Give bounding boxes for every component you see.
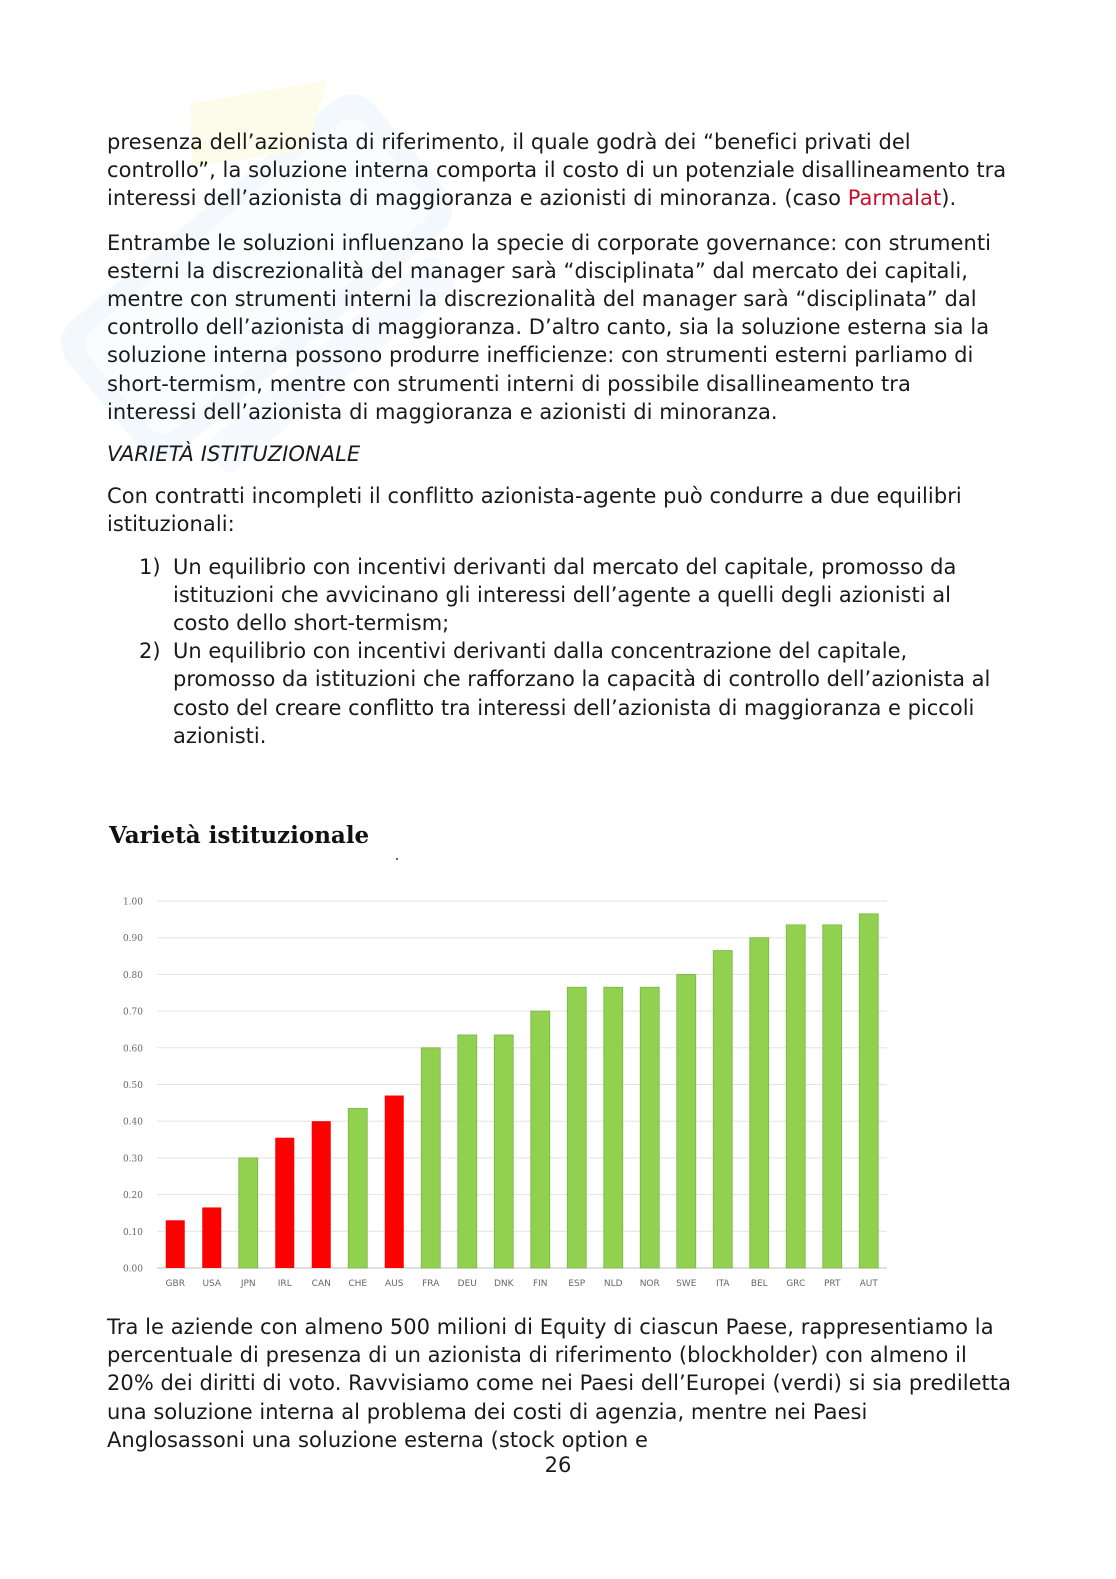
bar-aut [859,914,878,1268]
bar-deu [458,1035,477,1268]
list-item-number: 2) [139,639,161,664]
page-number: 26 [544,1453,572,1477]
parmalat-link[interactable]: Parmalat [847,186,942,211]
equilibria-list [107,553,1007,750]
bar-usa [202,1207,221,1268]
paragraph-3: Con contratti incompleti il conflitto azionista-agente può condurre a due equilibri istituzionali: [107,484,962,537]
chart-mark-dot [396,858,398,860]
x-tick-label: ITA [715,1279,730,1289]
bar-aus [385,1096,404,1268]
list-item-text: Un equilibrio con incentivi derivanti dal mercato del capitale, promosso da istituzioni che avvicinano gli interessi dell’agente a quelli degli azionisti al costo dello short-termism; [173,554,957,636]
x-tick-label: FRA [422,1279,440,1289]
x-tick-label: ESP [568,1279,586,1289]
y-tick-label: 0.30 [122,1154,143,1165]
y-tick-label: 0.50 [122,1081,143,1091]
bar-chart [107,880,897,1300]
y-tick-label: 0.70 [122,1007,143,1018]
x-tick-label: USA [202,1279,222,1289]
x-tick-label: SWE [676,1279,697,1289]
bar-ita [713,951,732,1268]
x-tick-label: GRC [786,1279,806,1289]
list-item [107,637,1007,750]
chart-title: Varietà istituzionale [109,822,370,849]
section-heading: VARIETÀ ISTITUZIONALE [107,442,361,467]
bar-swe [677,974,696,1268]
list-item-number: 1) [139,554,161,579]
y-tick-label: 0.40 [122,1117,143,1128]
x-tick-label: AUT [859,1279,878,1289]
list-item [107,553,1007,638]
x-tick-label: NLD [603,1279,623,1289]
bar-gbr [166,1220,185,1268]
bar-bel [750,938,769,1268]
y-tick-label: 0.10 [122,1227,143,1238]
x-tick-label: BEL [750,1279,768,1289]
x-tick-label: CAN [311,1279,331,1289]
bar-irl [275,1138,294,1268]
x-tick-label: DNK [493,1279,514,1289]
bar-dnk [494,1035,513,1268]
bar-che [348,1108,367,1268]
list-item-text: Un equilibrio con incentivi derivanti dalla concentrazione del capitale, promosso da istituzioni che rafforzano la capacità di controllo dell’azionista al costo del creare conflitto tra interessi dell’azionista di maggioranza e piccoli azionisti. [173,639,991,748]
x-tick-label: JPN [240,1279,256,1289]
bar-nor [640,987,659,1268]
bar-fra [421,1048,440,1268]
bar-grc [786,925,805,1268]
paragraph-2: Entrambe le soluzioni influenzano la specie di corporate governance: con strumenti esterni la discrezionalità del manager sarà “disciplinata” dal mercato dei capitali, mentre con strumenti interni la discrezionalità del manager sarà “disciplinata” dal controllo dell’azionista di maggioranza. D’altro canto, sia la soluzione esterna sia la soluzione interna possono produrre inefficienze: con strumenti esterni parliamo di short-termism, mentre con strumenti interni di possibile disallineamento tra interessi dell’azionista di maggioranza e azionisti di minoranza. [107,230,991,424]
x-tick-label: IRL [277,1279,292,1289]
bar-can [312,1121,331,1268]
x-tick-label: GBR [165,1279,185,1289]
y-tick-label: 0.60 [122,1044,143,1055]
y-tick-label: 0.90 [122,934,143,945]
x-tick-label: NOR [639,1279,660,1289]
y-tick-label: 0.20 [122,1191,143,1202]
x-tick-label: DEU [457,1279,477,1289]
paragraph-4: Tra le aziende con almeno 500 milioni di Equity di ciascun Paese, rappresentiamo la percentuale di presenza di un azionista di riferimento (blockholder) con almeno il 20% dei diritti di voto. Ravvisiamo come nei Paesi dell’Europei (verdi) si sia prediletta una soluzione interna al problema dei costi di agenzia, mentre nei Paesi Anglosassoni una soluzione esterna (stock option e [107,1315,1012,1452]
x-tick-label: PRT [823,1279,841,1289]
bar-jpn [239,1158,258,1268]
bar-nld [604,987,623,1268]
x-tick-label: FIN [532,1279,548,1289]
bar-esp [567,987,586,1268]
paragraph-1: presenza dell’azionista di riferimento, il quale godrà dei “benefici privati del controllo”, la soluzione interna comporta il costo di un potenziale disallineamento tra interessi dell’azionista di maggioranza e azionisti di minoranza. (caso Parmalat). [107,130,1007,211]
y-tick-label: 1.00 [122,897,143,908]
document-body [107,128,1007,750]
bar-fin [531,1011,550,1268]
x-tick-label: AUS [385,1279,404,1289]
x-tick-label: CHE [348,1279,368,1289]
y-tick-label: 0.00 [122,1264,143,1275]
y-tick-label: 0.80 [122,970,143,981]
bar-prt [823,925,842,1268]
